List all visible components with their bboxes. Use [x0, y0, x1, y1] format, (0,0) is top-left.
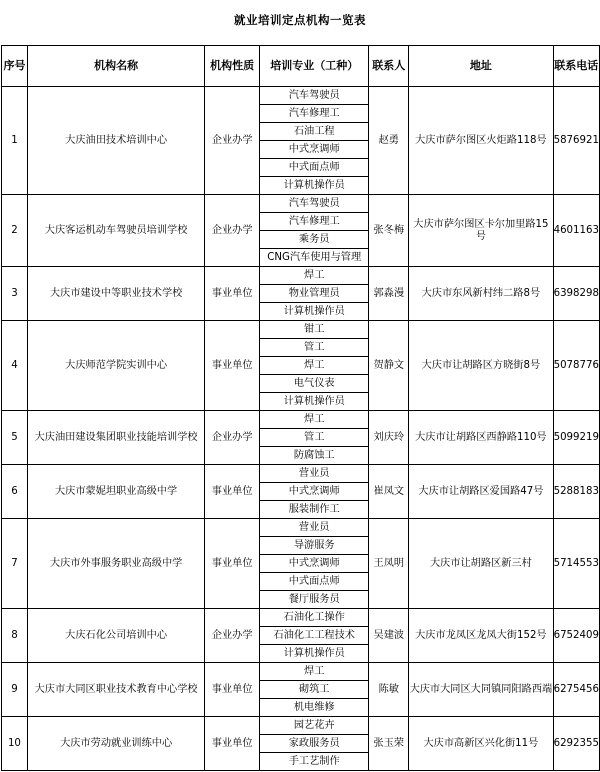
specialty-cell: 计算机操作员	[259, 645, 368, 663]
row-number-cell: 8	[2, 609, 28, 663]
contact-person-cell: 郭淼漫	[369, 267, 409, 321]
header-address: 地址	[409, 46, 553, 87]
address-cell: 大庆市让胡路区爱国路47号	[409, 465, 553, 519]
row-number-cell: 6	[2, 465, 28, 519]
specialty-cell: 计算机操作员	[259, 177, 368, 195]
phone-cell: 5099219	[553, 411, 599, 465]
phone-cell: 6275456	[553, 663, 599, 717]
specialty-cell: 焊工	[259, 357, 368, 375]
row-number-cell: 7	[2, 519, 28, 609]
institution-name-cell: 大庆市蒙妮坦职业高级中学	[27, 465, 204, 519]
contact-person-cell: 陈敏	[369, 663, 409, 717]
specialty-cell: 电气仪表	[259, 375, 368, 393]
table-row	[2, 465, 600, 483]
specialty-cell: 汽车驾驶员	[259, 87, 368, 105]
institution-name-cell: 大庆师范学院实训中心	[27, 321, 204, 411]
institution-nature-cell: 事业单位	[205, 519, 260, 609]
specialty-cell: 园艺花卉	[259, 717, 368, 735]
phone-cell: 5078776	[553, 321, 599, 411]
specialty-cell: 物业管理员	[259, 285, 368, 303]
address-cell: 大庆市让胡路区西静路110号	[409, 411, 553, 465]
institution-name-cell: 大庆客运机动车驾驶员培训学校	[27, 195, 204, 267]
institution-name-cell: 大庆石化公司培训中心	[27, 609, 204, 663]
header-nature: 机构性质	[205, 46, 260, 87]
specialty-cell: 焊工	[259, 267, 368, 285]
table-row	[2, 195, 600, 213]
specialty-cell: 石油化工操作	[259, 609, 368, 627]
header-specialty: 培训专业（工种）	[259, 46, 368, 87]
specialty-cell: 计算机操作员	[259, 303, 368, 321]
header-phone: 联系电话	[553, 46, 599, 87]
specialty-cell: 石油工程	[259, 123, 368, 141]
institution-name-cell: 大庆油田技术培训中心	[27, 87, 204, 195]
header-name: 机构名称	[27, 46, 204, 87]
table-row	[2, 267, 600, 285]
phone-cell: 5876921	[553, 87, 599, 195]
training-institutions-table	[1, 45, 600, 771]
table-row	[2, 87, 600, 105]
specialty-cell: 服装制作工	[259, 501, 368, 519]
row-number-cell: 4	[2, 321, 28, 411]
institution-name-cell: 大庆市大同区职业技术教育中心学校	[27, 663, 204, 717]
institution-name-cell: 大庆市外事服务职业高级中学	[27, 519, 204, 609]
document-title: 就业培训定点机构一览表	[234, 13, 366, 27]
contact-person-cell: 刘庆玲	[369, 411, 409, 465]
specialty-cell: 防腐蚀工	[259, 447, 368, 465]
table-row	[2, 663, 600, 681]
specialty-cell: 石油化工工程技术	[259, 627, 368, 645]
specialty-cell: 家政服务员	[259, 735, 368, 753]
table-body	[2, 87, 600, 771]
institution-name-cell: 大庆市劳动就业训练中心	[27, 717, 204, 771]
specialty-cell: 餐厅服务员	[259, 591, 368, 609]
address-cell: 大庆市萨尔图区卡尔加里路15号	[409, 195, 553, 267]
specialty-cell: 管工	[259, 429, 368, 447]
phone-cell: 4601163	[553, 195, 599, 267]
institution-nature-cell: 事业单位	[205, 717, 260, 771]
specialty-cell: 中式烹调师	[259, 555, 368, 573]
contact-person-cell: 赵勇	[369, 87, 409, 195]
specialty-cell: 导游服务	[259, 537, 368, 555]
specialty-cell: 营业员	[259, 519, 368, 537]
institution-nature-cell: 企业办学	[205, 87, 260, 195]
specialty-cell: 砌筑工	[259, 681, 368, 699]
address-cell: 大庆市萨尔图区火炬路118号	[409, 87, 553, 195]
specialty-cell: 焊工	[259, 663, 368, 681]
specialty-cell: 中式面点师	[259, 159, 368, 177]
specialty-cell: 营业员	[259, 465, 368, 483]
institution-name-cell: 大庆油田建设集团职业技能培训学校	[27, 411, 204, 465]
specialty-cell: 机电维修	[259, 699, 368, 717]
row-number-cell: 5	[2, 411, 28, 465]
specialty-cell: 计算机操作员	[259, 393, 368, 411]
table-header-row	[2, 46, 600, 87]
contact-person-cell: 吴建波	[369, 609, 409, 663]
specialty-cell: 焊工	[259, 411, 368, 429]
row-number-cell: 9	[2, 663, 28, 717]
institution-nature-cell: 企业办学	[205, 609, 260, 663]
institution-nature-cell: 事业单位	[205, 663, 260, 717]
phone-cell: 5714553	[553, 519, 599, 609]
table-row	[2, 609, 600, 627]
phone-cell: 5288183	[553, 465, 599, 519]
row-number-cell: 10	[2, 717, 28, 771]
specialty-cell: 中式面点师	[259, 573, 368, 591]
address-cell: 大庆市龙凤区龙凤大街152号	[409, 609, 553, 663]
institution-nature-cell: 事业单位	[205, 465, 260, 519]
institution-nature-cell: 事业单位	[205, 267, 260, 321]
header-no: 序号	[2, 46, 28, 87]
header-contact: 联系人	[369, 46, 409, 87]
specialty-cell: 中式烹调师	[259, 483, 368, 501]
table-row	[2, 519, 600, 537]
specialty-cell: 乘务员	[259, 231, 368, 249]
contact-person-cell: 张玉荣	[369, 717, 409, 771]
specialty-cell: 钳工	[259, 321, 368, 339]
contact-person-cell: 崔凤文	[369, 465, 409, 519]
row-number-cell: 1	[2, 87, 28, 195]
table-row	[2, 717, 600, 735]
row-number-cell: 2	[2, 195, 28, 267]
specialty-cell: 汽车修理工	[259, 105, 368, 123]
institution-nature-cell: 企业办学	[205, 411, 260, 465]
address-cell: 大庆市大同区大同镇同阳路西端	[409, 663, 553, 717]
address-cell: 大庆市高新区兴化街11号	[409, 717, 553, 771]
table-row	[2, 411, 600, 429]
specialty-cell: CNG汽车使用与管理	[259, 249, 368, 267]
specialty-cell: 汽车修理工	[259, 213, 368, 231]
contact-person-cell: 王凤明	[369, 519, 409, 609]
phone-cell: 6398298	[553, 267, 599, 321]
institution-nature-cell: 企业办学	[205, 195, 260, 267]
specialty-cell: 管工	[259, 339, 368, 357]
specialty-cell: 手工艺制作	[259, 753, 368, 771]
address-cell: 大庆市让胡路区方晓街8号	[409, 321, 553, 411]
specialty-cell: 汽车驾驶员	[259, 195, 368, 213]
phone-cell: 6752409	[553, 609, 599, 663]
address-cell: 大庆市让胡路区新三村	[409, 519, 553, 609]
table-row	[2, 321, 600, 339]
institution-nature-cell: 事业单位	[205, 321, 260, 411]
contact-person-cell: 贺静文	[369, 321, 409, 411]
address-cell: 大庆市东风新村纬二路8号	[409, 267, 553, 321]
institution-name-cell: 大庆市建设中等职业技术学校	[27, 267, 204, 321]
contact-person-cell: 张冬梅	[369, 195, 409, 267]
phone-cell: 6292355	[553, 717, 599, 771]
specialty-cell: 中式烹调师	[259, 141, 368, 159]
row-number-cell: 3	[2, 267, 28, 321]
